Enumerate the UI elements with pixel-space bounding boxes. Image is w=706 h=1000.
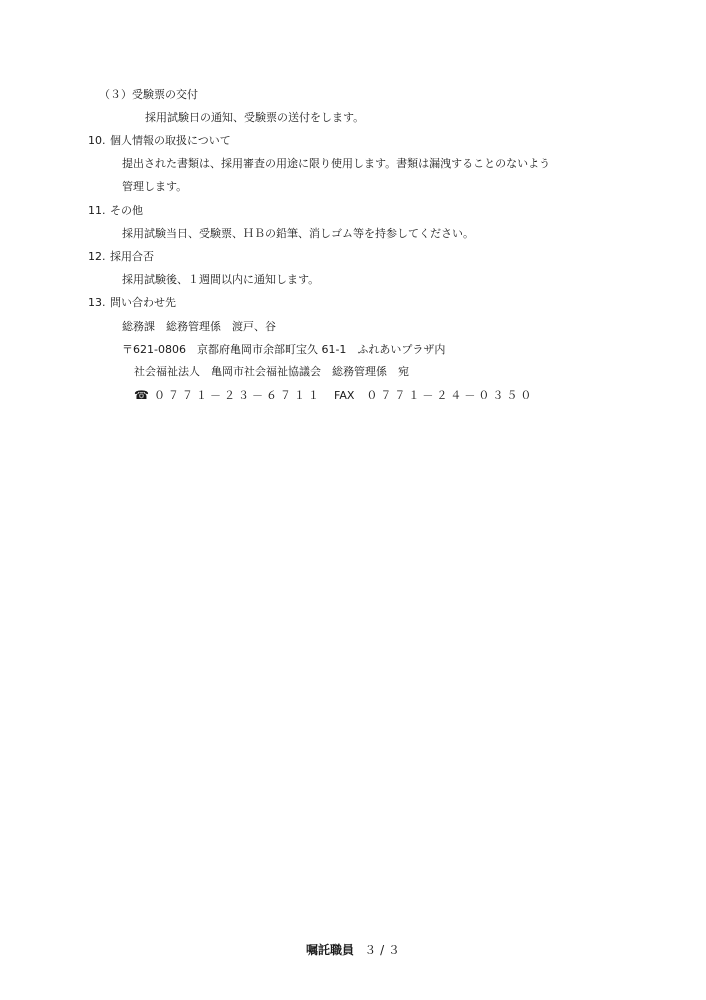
- section-12-number: 12.: [88, 250, 106, 263]
- page-footer: [0, 941, 706, 958]
- contact-organization: 社会福祉法人 亀岡市社会福祉協議会 総務管理係 宛: [134, 365, 409, 378]
- section-12-title: 採用合否: [110, 250, 154, 263]
- section-11-body: 採用試験当日、受験票、ＨＢの鉛筆、消しゴム等を持参してください。: [122, 227, 474, 240]
- footer-label: 嘱託職員: [306, 943, 355, 957]
- contact-address: 〒621-0806 京都府亀岡市余部町宝久 61-1 ふれあいプラザ内: [122, 343, 446, 356]
- contact-fax-label: FAX: [334, 389, 355, 402]
- section-10-body-line-1: 提出された書類は、採用審査の用途に限り使用します。書類は漏洩することのないよう: [122, 157, 551, 170]
- section-3-heading: （３）受験票の交付: [99, 88, 198, 101]
- section-13-number: 13.: [88, 296, 106, 309]
- contact-department: 総務課 総務管理係 渡戸、谷: [122, 320, 276, 333]
- section-10-number: 10.: [88, 134, 106, 147]
- section-11-title: その他: [110, 204, 143, 217]
- section-11-heading: [88, 204, 143, 218]
- section-11-number: 11.: [88, 204, 106, 217]
- phone-icon: ☎: [134, 388, 149, 402]
- contact-phone-fax: [134, 388, 534, 403]
- section-3-body: 採用試験日の通知、受験票の送付をします。: [145, 111, 365, 124]
- page-number: ３ / ３: [364, 943, 400, 957]
- contact-tel-number: ０７７１－２３－６７１１: [154, 389, 322, 402]
- section-12-body: 採用試験後、１週間以内に通知します。: [122, 273, 320, 286]
- section-12-heading: [88, 250, 154, 264]
- section-10-title: 個人情報の取扱について: [110, 134, 231, 147]
- section-13-heading: [88, 296, 176, 310]
- contact-fax-number: ０７７１－２４－０３５０: [366, 389, 535, 402]
- section-10-heading: [88, 134, 231, 148]
- section-10-body-line-2: 管理します。: [122, 180, 188, 193]
- section-13-title: 問い合わせ先: [110, 296, 176, 309]
